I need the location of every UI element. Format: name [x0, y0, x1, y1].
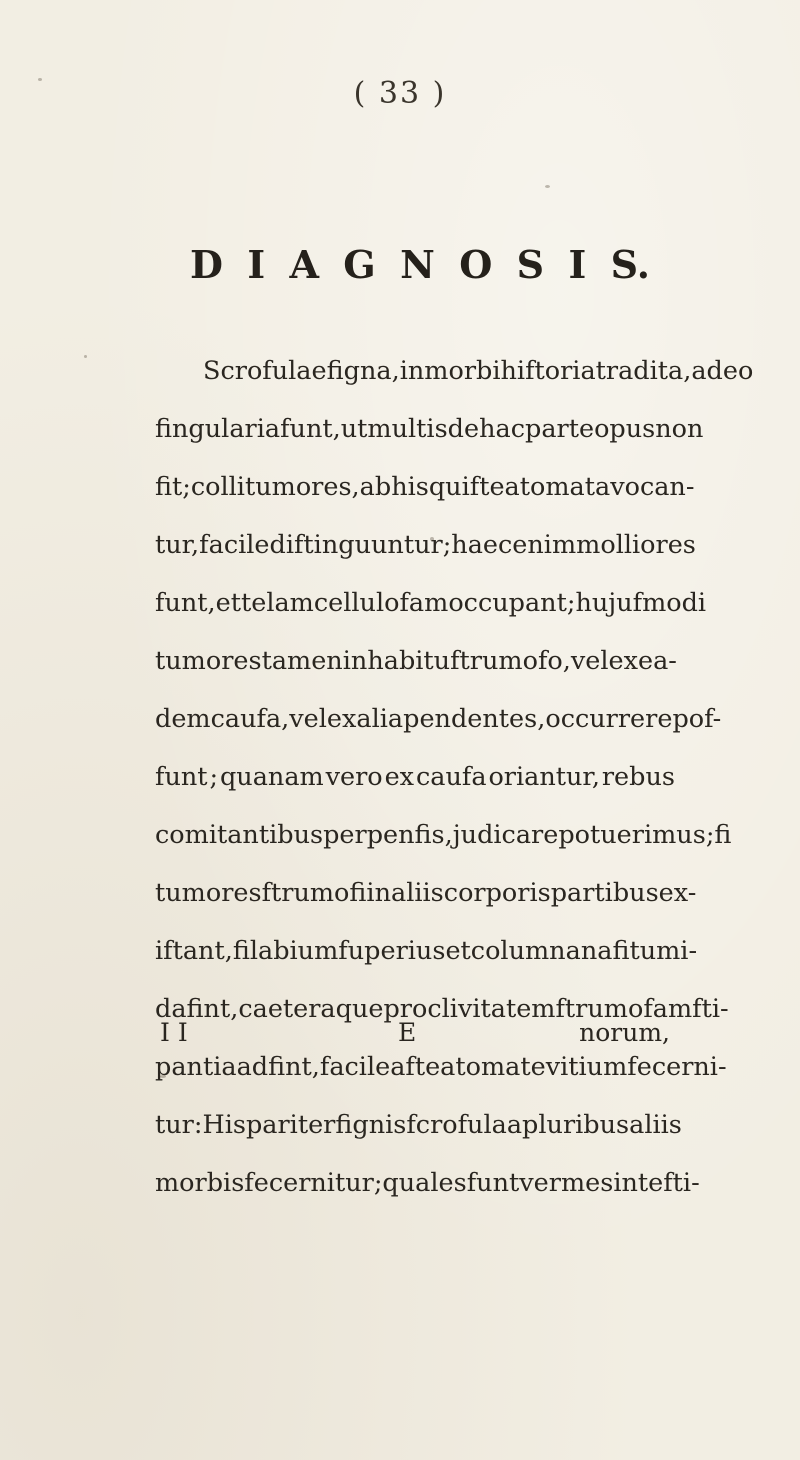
section-heading	[190, 242, 650, 287]
page-number: ( 33 )	[353, 76, 447, 111]
word: ab	[359, 472, 392, 502]
text-line	[155, 806, 732, 864]
word: :	[193, 1110, 203, 1140]
word: telam	[240, 588, 314, 618]
paper-speck	[160, 1075, 166, 1078]
word: facile	[319, 1052, 391, 1082]
heading-letter: O	[459, 242, 493, 287]
heading-letter: D	[190, 242, 223, 287]
text-line	[155, 864, 697, 922]
text-line	[155, 400, 704, 458]
word: cellulofam	[313, 588, 449, 618]
word: adfint,	[236, 1052, 320, 1082]
word: diftinguuntur	[269, 530, 443, 560]
word: hac	[479, 414, 525, 444]
word: in	[366, 878, 392, 908]
word: oriantur,	[488, 762, 600, 792]
word: in	[399, 356, 425, 386]
heading-letter: N	[400, 242, 435, 287]
heading-letter: I	[568, 242, 587, 287]
text-line	[155, 458, 695, 516]
heading-letter: G	[343, 242, 376, 287]
word: ;	[182, 472, 191, 502]
word: enim	[512, 530, 577, 560]
word: ex-	[658, 878, 697, 908]
word: tur,	[155, 530, 200, 560]
word: funt,	[280, 414, 341, 444]
text-line	[155, 748, 675, 806]
word: ut	[340, 414, 368, 444]
text-line	[155, 690, 722, 748]
word: fingularia	[155, 414, 281, 444]
word: a	[506, 1110, 523, 1140]
word: morbi	[424, 356, 501, 386]
word: parte	[525, 414, 595, 444]
word: fuperius	[338, 936, 446, 966]
word: fi	[232, 936, 250, 966]
word: aliis	[391, 878, 444, 908]
word: His	[202, 1110, 246, 1140]
word: vermes	[519, 1168, 614, 1198]
word: pluribus	[522, 1110, 630, 1140]
word: fteatomata	[469, 472, 611, 502]
word: ;	[705, 820, 715, 850]
word: pantia	[155, 1052, 237, 1082]
word: ex	[384, 762, 415, 792]
word: Scrofulae	[203, 356, 327, 386]
word: dem	[155, 704, 211, 734]
text-line	[155, 342, 754, 400]
word: occurrere	[545, 704, 673, 734]
word: intefti-	[613, 1168, 700, 1198]
word: fteatomate	[405, 1052, 546, 1082]
word: pof-	[672, 704, 722, 734]
word: ;	[442, 530, 452, 560]
word: vel	[289, 704, 327, 734]
heading-letter: A	[289, 242, 319, 287]
word: funt	[466, 1168, 520, 1198]
paper-speck	[38, 78, 42, 81]
word: aliis	[629, 1110, 682, 1140]
word: molliores	[576, 530, 696, 560]
word: partibus	[550, 878, 659, 908]
signature-mark: I I	[160, 1018, 188, 1047]
word: funt,	[155, 588, 216, 618]
word: ;	[209, 762, 219, 792]
word: pariter	[245, 1110, 336, 1140]
word: fint,	[186, 994, 239, 1024]
word: fcrofula	[406, 1110, 507, 1140]
word: caufa	[415, 762, 487, 792]
word: fti-	[692, 994, 729, 1024]
word: vel	[570, 646, 609, 676]
word: ftrumofam	[555, 994, 693, 1024]
word: habitu	[367, 646, 451, 676]
word: ftrumofo,	[450, 646, 571, 676]
word: funt	[155, 762, 208, 792]
word: colli	[190, 472, 245, 502]
paper-speck	[84, 355, 87, 358]
text-line	[155, 1096, 682, 1154]
word: et	[215, 588, 241, 618]
word: tumores	[155, 646, 262, 676]
text-line	[155, 922, 698, 980]
word: opus	[594, 414, 656, 444]
signature-letter: E	[398, 1018, 417, 1047]
word: judicare	[452, 820, 559, 850]
word: iftant,	[155, 936, 233, 966]
word: de	[447, 414, 480, 444]
word: fecernitur	[244, 1168, 374, 1198]
word: occupant	[448, 588, 567, 618]
text-line	[155, 1154, 700, 1212]
text-line	[155, 574, 707, 632]
word: pendentes,	[403, 704, 546, 734]
word: fignis	[335, 1110, 407, 1140]
word: his	[391, 472, 429, 502]
word: vocan-	[610, 472, 695, 502]
word: labium	[249, 936, 339, 966]
word: vitium	[545, 1052, 628, 1082]
word: nafi	[580, 936, 630, 966]
word: fi	[714, 820, 732, 850]
body-text	[155, 342, 754, 1212]
word: fit	[155, 472, 183, 502]
word: adeo	[691, 356, 754, 386]
word: columna	[470, 936, 581, 966]
word: tradita,	[595, 356, 692, 386]
paper-speck	[430, 537, 434, 541]
word: morbis	[155, 1168, 245, 1198]
word: comitantibus	[155, 820, 324, 850]
heading-letter: I	[247, 242, 266, 287]
word: ;	[373, 1168, 383, 1198]
word: non	[655, 414, 704, 444]
text-line	[155, 516, 696, 574]
word: vero	[325, 762, 383, 792]
paper-speck	[545, 185, 550, 188]
word: facile	[199, 530, 270, 560]
heading-letter: S	[516, 242, 545, 287]
word: ea-	[637, 646, 677, 676]
word: tumi-	[629, 936, 698, 966]
word: multis	[367, 414, 448, 444]
word: hiftoria	[500, 356, 596, 386]
word: corporis	[443, 878, 551, 908]
word: qui	[428, 472, 470, 502]
word: hujufmodi	[575, 588, 707, 618]
word: ex	[608, 646, 638, 676]
heading-letter: S.	[610, 242, 650, 287]
word: tamen	[261, 646, 343, 676]
word: ex	[326, 704, 357, 734]
word: tumores	[155, 878, 262, 908]
word: a	[390, 1052, 406, 1082]
word: quanam	[219, 762, 324, 792]
word: rebus	[601, 762, 675, 792]
word: ftrumofi	[261, 878, 367, 908]
word: caufa,	[210, 704, 290, 734]
word: haec	[451, 530, 513, 560]
text-line	[155, 632, 675, 690]
catchword: norum,	[579, 1018, 670, 1047]
word: caeteraque	[238, 994, 384, 1024]
word: tur	[155, 1110, 194, 1140]
word: potuerimus	[558, 820, 706, 850]
word: tumores,	[244, 472, 360, 502]
word: perpenfis,	[323, 820, 453, 850]
word: in	[342, 646, 368, 676]
word: alia	[356, 704, 404, 734]
word: quales	[382, 1168, 467, 1198]
word: da	[155, 994, 187, 1024]
word: et	[445, 936, 471, 966]
word: ;	[566, 588, 576, 618]
word: proclivitatem	[383, 994, 556, 1024]
word: figna,	[326, 356, 400, 386]
word: fecerni-	[627, 1052, 727, 1082]
